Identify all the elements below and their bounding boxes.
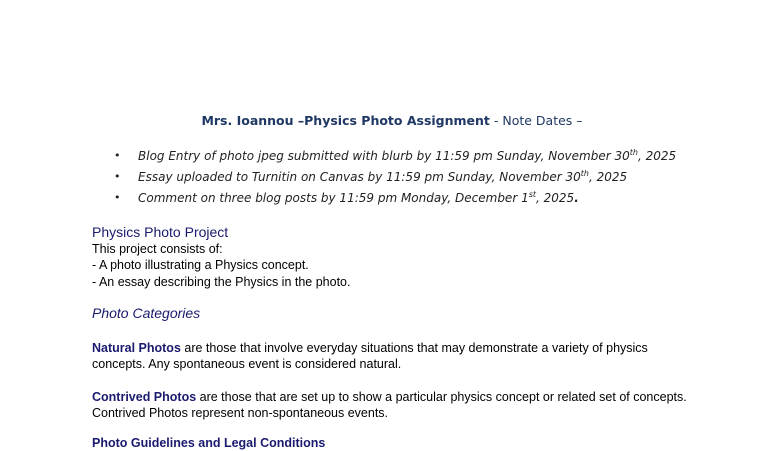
bullet: •	[114, 170, 121, 183]
categories-heading: Photo Categories	[92, 305, 201, 321]
due-dates-list	[110, 148, 676, 211]
list-item	[110, 169, 676, 190]
list-item	[110, 190, 676, 211]
date-text: Blog Entry of photo jpeg submitted with blurb by 11:59 pm Sunday, November 30	[138, 149, 630, 163]
bullet: •	[114, 149, 121, 162]
page-title	[0, 113, 784, 128]
date-year: , 2025	[536, 191, 575, 205]
project-line: - A photo illustrating a Physics concept.	[92, 258, 309, 273]
date-tail: .	[574, 191, 579, 205]
ordinal-suffix: th	[580, 169, 589, 178]
ordinal-suffix: th	[629, 148, 638, 157]
ordinal-suffix: st	[528, 190, 537, 199]
project-line: This project consists of:	[92, 242, 223, 256]
title-name: Mrs. Ioannou –Physics Photo Assignment	[201, 113, 490, 128]
natural-description: are those that involve everyday situations that may demonstrate a variety of physics concepts. Any spontaneous event is considered natural.	[92, 341, 648, 372]
project-description	[92, 241, 702, 290]
contrived-photos-paragraph	[92, 389, 702, 422]
bullet: •	[114, 191, 121, 204]
project-line: - An essay describing the Physics in the photo.	[92, 274, 351, 289]
contrived-description: are those that are set up to show a particular physics concept or related set of concepts. Contrived Photos represent non-spontaneous events.	[92, 390, 687, 421]
guidelines-heading: Photo Guidelines and Legal Conditions	[92, 436, 326, 450]
project-heading: Physics Photo Project	[92, 224, 229, 240]
title-note: - Note Dates –	[489, 113, 583, 128]
date-text: Essay uploaded to Turnitin on Canvas by 11:59 pm Sunday, November 30	[138, 170, 581, 184]
date-year: , 2025	[637, 149, 677, 163]
natural-photos-paragraph	[92, 340, 702, 373]
contrived-term: Contrived Photos	[92, 390, 197, 404]
date-text: Comment on three blog posts by 11:59 pm Monday, December 1	[138, 191, 529, 205]
natural-term: Natural Photos	[92, 341, 181, 355]
list-item	[110, 148, 676, 169]
date-year: , 2025	[588, 170, 628, 184]
